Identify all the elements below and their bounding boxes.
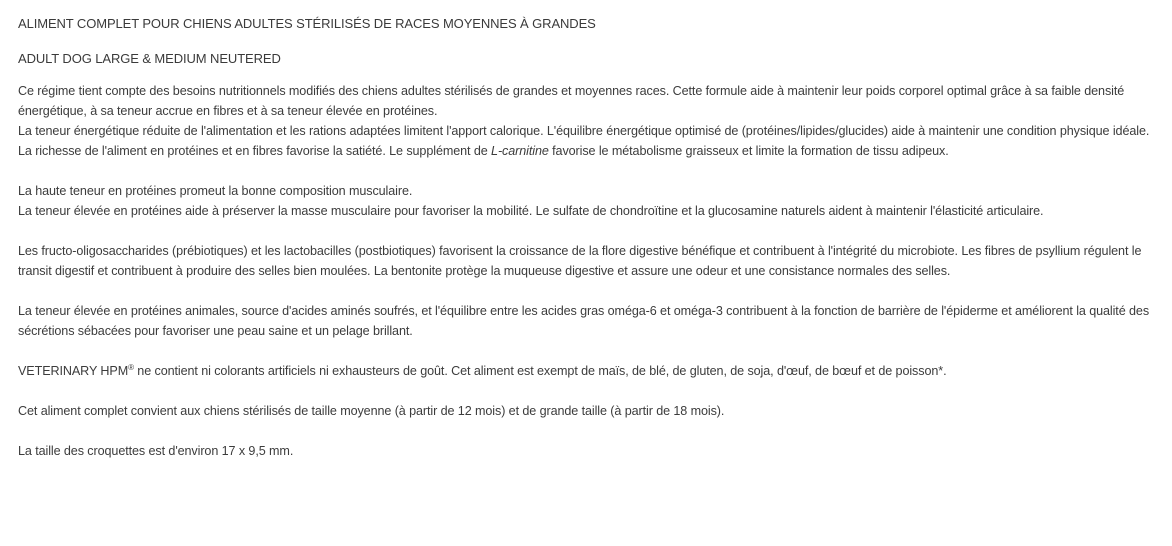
paragraph-mobility: La teneur élevée en protéines aide à préserver la masse musculaire pour favoriser la mobilité. Le sulfate de chondroïtine et la glucosamine naturels aident à maintenir l'élasticité articulaire. (18, 204, 1044, 218)
paragraph-digestion: Les fructo-oligosaccharides (prébiotiques) et les lactobacilles (postbiotiques) favorisent la croissance de la flore digestive bénéfique et contribuent à l'intégrité du microbiote. Les fibres de psyllium régulent le transit digestif et contribuent à produire des selles bien moulées. La bentonite protège la muqueuse digestive et assure une odeur et une consistance normales des selles. (18, 244, 1142, 278)
l-carnitine-term: L-carnitine (491, 144, 549, 158)
product-subtitle: ADULT DOG LARGE & MEDIUM NEUTERED (18, 51, 281, 66)
paragraph-energy-text-end: favorise le métabolisme graisseux et limite la formation de tissu adipeux. (548, 144, 949, 158)
paragraph-ingredients (18, 361, 1160, 381)
registered-mark: ® (128, 363, 134, 372)
product-title: ALIMENT COMPLET POUR CHIENS ADULTES STÉRILISÉS DE RACES MOYENNES À GRANDES (18, 16, 596, 31)
paragraph-kibble-size: La taille des croquettes est d'environ 17 x 9,5 mm. (18, 444, 294, 458)
brand-name: VETERINARY HPM (18, 364, 129, 378)
paragraph-suitability: Cet aliment complet convient aux chiens stérilisés de taille moyenne (à partir de 12 mois) et de grande taille (à partir de 18 mois). (18, 404, 725, 418)
paragraph-energy (18, 121, 1160, 161)
paragraph-ingredients-text: ne contient ni colorants artificiels ni exhausteurs de goût. Cet aliment est exempt de maïs, de blé, de gluten, de soja, d'œuf, de bœuf et de poisson*. (133, 364, 947, 378)
paragraph-protein-intro: La haute teneur en protéines promeut la bonne composition musculaire. (18, 184, 413, 198)
paragraph-energy-text: La teneur énergétique réduite de l'alimentation et les rations adaptées limitent l'apport calorique. L'équilibre énergétique optimisé de (protéines/lipides/glucides) aide à maintenir une condition physique idéale. La richesse de l'aliment en protéines et en fibres favorise la satiété. Le supplément de (18, 124, 1150, 158)
paragraph-weight-intro: Ce régime tient compte des besoins nutritionnels modifiés des chiens adultes stérilisés de grandes et moyennes races. Cette formule aide à maintenir leur poids corporel optimal grâce à sa faible densité énergétique, à sa teneur accrue en fibres et à sa teneur élevée en protéines. (18, 84, 1125, 118)
paragraph-skin-coat: La teneur élevée en protéines animales, source d'acides aminés soufrés, et l'équilibre entre les acides gras oméga-6 et oméga-3 contribuent à la fonction de barrière de l'épiderme et améliorent la qualité des sécrétions sébacées pour favoriser une peau saine et un pelage brillant. (18, 304, 1150, 338)
